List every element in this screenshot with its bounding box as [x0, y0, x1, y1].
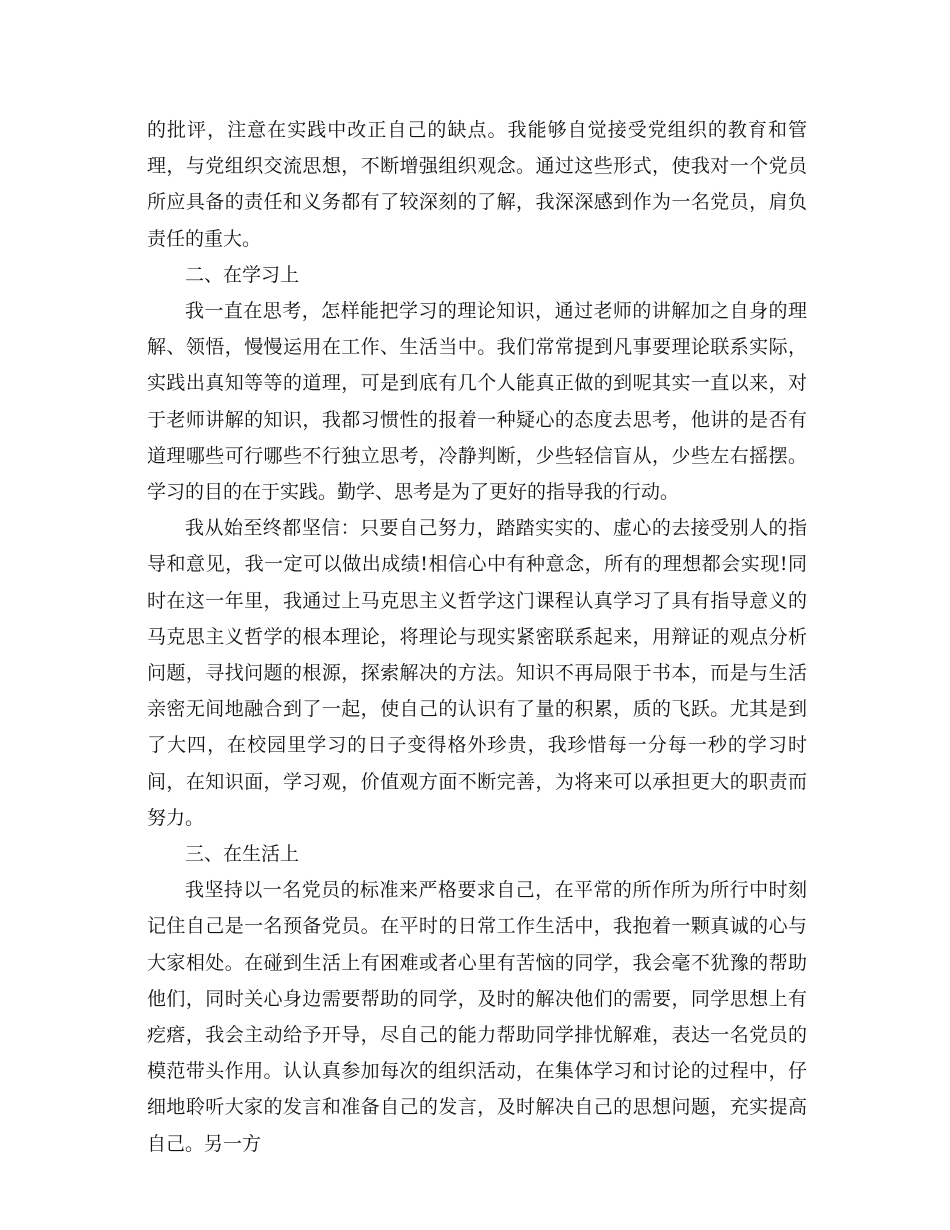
section-heading-study: 二、在学习上 [185, 263, 300, 286]
paragraph-study-thinking: 我一直在思考，怎样能把学习的理论知识，通过老师的讲解加之自身的理解、领悟，慢慢运用在工作、生活当中。我们常常提到凡事要理论联系实际，实践出真知等等的道理，可是到底有几个人能真正做的到呢其实一直以来，对于老师讲解的知识，我都习惯性的报着一种疑心的态度去思考，他讲的是否有道理哪些可行哪些不行独立思考，冷静判断，少些轻信盲从，少些左右摇摆。学习的目的在于实践。勤学、思考是为了更好的指导我的行动。 [147, 300, 807, 504]
document-body [147, 112, 807, 1162]
paragraph-study-belief: 我从始至终都坚信：只要自己努力，踏踏实实的、虚心的去接受别人的指导和意见，我一定可以做出成绩!相信心中有种意念，所有的理想都会实现!同时在这一年里，我通过上马克思主义哲学这门课程认真学习了具有指导意义的马克思主义哲学的根本理论，将理论与现实紧密联系起来，用辩证的观点分析问题，寻找问题的根源，探索解决的方法。知识不再局限于书本，而是与生活亲密无间地融合到了一起，使自己的认识有了量的积累，质的飞跃。尤其是到了大四，在校园里学习的日子变得格外珍贵，我珍惜每一分每一秒的学习时间，在知识面，学习观，价值观方面不断完善，为将来可以承担更大的职责而努力。 [147, 517, 807, 829]
paragraph-life-conduct: 我坚持以一名党员的标准来严格要求自己，在平常的所作所为所行中时刻记住自己是一名预备党员。在平时的日常工作生活中，我抱着一颗真诚的心与大家相处。在碰到生活上有困难或者心里有苦恼的同学，我会毫不犹豫的帮助他们，同时关心身边需要帮助的同学，及时的解决他们的需要，同学思想上有疙瘩，我会主动给予开导，尽自己的能力帮助同学排忧解难，表达一名党员的模范带头作用。认认真参加每次的组织活动，在集体学习和讨论的过程中，仔细地聆听大家的发言和准备自己的发言，及时解决自己的思想问题，充实提高自己。另一方 [147, 879, 807, 1155]
paragraph-party-duties: 的批评，注意在实践中改正自己的缺点。我能够自觉接受党组织的教育和管理，与党组织交流思想，不断增强组织观念。通过这些形式，使我对一个党员所应具备的责任和义务都有了较深刻的了解，我深深感到作为一名党员，肩负责任的重大。 [147, 119, 807, 250]
section-heading-life: 三、在生活上 [185, 843, 300, 866]
